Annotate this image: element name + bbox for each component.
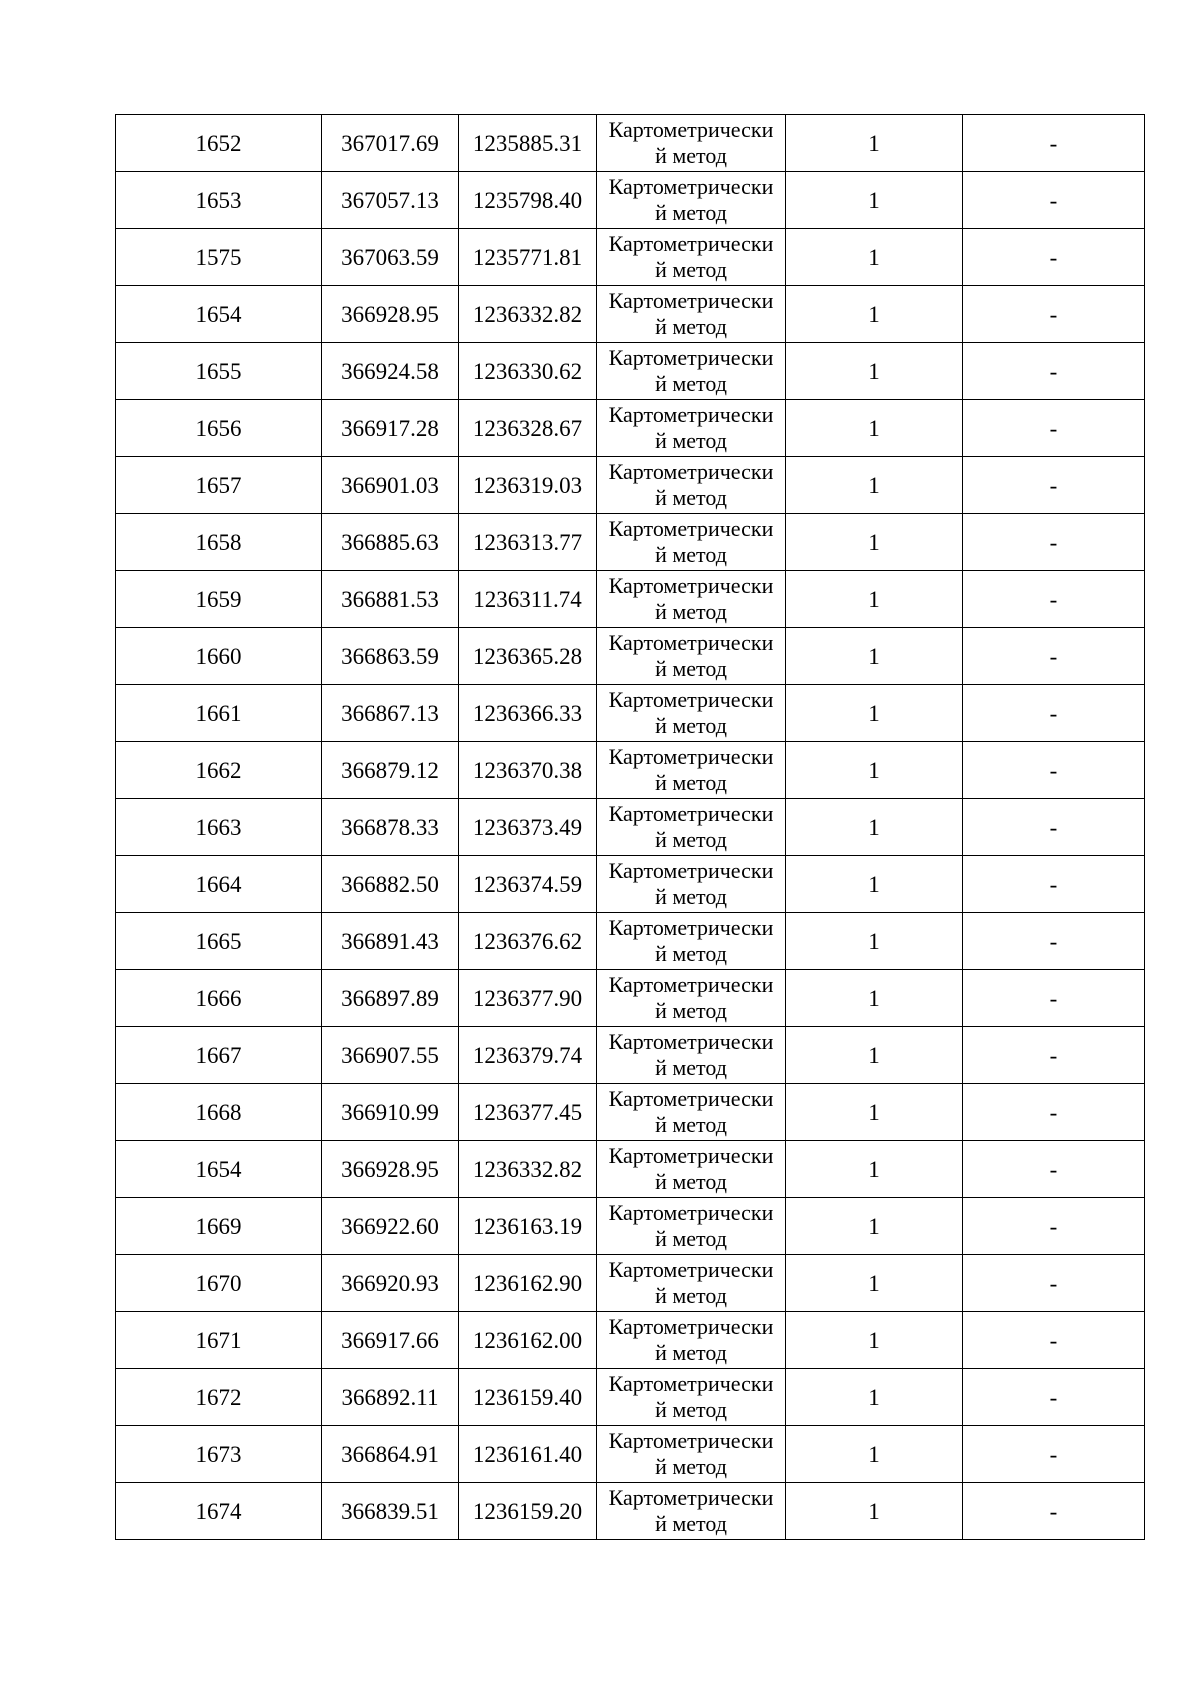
point-number-cell: 1657 bbox=[116, 457, 322, 514]
method-cell: Картометрически й метод bbox=[597, 742, 786, 799]
point-number-cell: 1652 bbox=[116, 115, 322, 172]
table-row bbox=[116, 571, 1145, 628]
accuracy-cell: 1 bbox=[786, 400, 963, 457]
point-number-cell: 1656 bbox=[116, 400, 322, 457]
accuracy-cell: 1 bbox=[786, 1255, 963, 1312]
y-coordinate-cell: 1235885.31 bbox=[459, 115, 597, 172]
note-cell: - bbox=[963, 1141, 1145, 1198]
point-number-cell: 1661 bbox=[116, 685, 322, 742]
table-row bbox=[116, 913, 1145, 970]
method-cell: Картометрически й метод bbox=[597, 1483, 786, 1540]
table-row bbox=[116, 172, 1145, 229]
y-coordinate-cell: 1236373.49 bbox=[459, 799, 597, 856]
table-row bbox=[116, 343, 1145, 400]
point-number-cell: 1666 bbox=[116, 970, 322, 1027]
table-row bbox=[116, 1198, 1145, 1255]
x-coordinate-cell: 366885.63 bbox=[322, 514, 459, 571]
point-number-cell: 1665 bbox=[116, 913, 322, 970]
accuracy-cell: 1 bbox=[786, 1084, 963, 1141]
method-cell: Картометрически й метод bbox=[597, 1141, 786, 1198]
x-coordinate-cell: 366928.95 bbox=[322, 1141, 459, 1198]
accuracy-cell: 1 bbox=[786, 1312, 963, 1369]
y-coordinate-cell: 1236379.74 bbox=[459, 1027, 597, 1084]
note-cell: - bbox=[963, 970, 1145, 1027]
table-row bbox=[116, 628, 1145, 685]
accuracy-cell: 1 bbox=[786, 115, 963, 172]
x-coordinate-cell: 366924.58 bbox=[322, 343, 459, 400]
y-coordinate-cell: 1236162.90 bbox=[459, 1255, 597, 1312]
note-cell: - bbox=[963, 1198, 1145, 1255]
y-coordinate-cell: 1236311.74 bbox=[459, 571, 597, 628]
accuracy-cell: 1 bbox=[786, 1198, 963, 1255]
note-cell: - bbox=[963, 286, 1145, 343]
x-coordinate-cell: 366867.13 bbox=[322, 685, 459, 742]
accuracy-cell: 1 bbox=[786, 229, 963, 286]
accuracy-cell: 1 bbox=[786, 172, 963, 229]
accuracy-cell: 1 bbox=[786, 1426, 963, 1483]
point-number-cell: 1662 bbox=[116, 742, 322, 799]
table-row bbox=[116, 115, 1145, 172]
y-coordinate-cell: 1236370.38 bbox=[459, 742, 597, 799]
x-coordinate-cell: 366881.53 bbox=[322, 571, 459, 628]
method-cell: Картометрически й метод bbox=[597, 970, 786, 1027]
point-number-cell: 1672 bbox=[116, 1369, 322, 1426]
accuracy-cell: 1 bbox=[786, 856, 963, 913]
y-coordinate-cell: 1236377.90 bbox=[459, 970, 597, 1027]
table-row bbox=[116, 742, 1145, 799]
point-number-cell: 1658 bbox=[116, 514, 322, 571]
x-coordinate-cell: 366917.28 bbox=[322, 400, 459, 457]
accuracy-cell: 1 bbox=[786, 571, 963, 628]
method-cell: Картометрически й метод bbox=[597, 514, 786, 571]
x-coordinate-cell: 366864.91 bbox=[322, 1426, 459, 1483]
note-cell: - bbox=[963, 229, 1145, 286]
note-cell: - bbox=[963, 856, 1145, 913]
y-coordinate-cell: 1236319.03 bbox=[459, 457, 597, 514]
note-cell: - bbox=[963, 1483, 1145, 1540]
table-row bbox=[116, 1141, 1145, 1198]
x-coordinate-cell: 366891.43 bbox=[322, 913, 459, 970]
note-cell: - bbox=[963, 1255, 1145, 1312]
method-cell: Картометрически й метод bbox=[597, 571, 786, 628]
x-coordinate-cell: 366917.66 bbox=[322, 1312, 459, 1369]
point-number-cell: 1669 bbox=[116, 1198, 322, 1255]
x-coordinate-cell: 366897.89 bbox=[322, 970, 459, 1027]
y-coordinate-cell: 1236377.45 bbox=[459, 1084, 597, 1141]
note-cell: - bbox=[963, 571, 1145, 628]
method-cell: Картометрически й метод bbox=[597, 172, 786, 229]
x-coordinate-cell: 366892.11 bbox=[322, 1369, 459, 1426]
method-cell: Картометрически й метод bbox=[597, 457, 786, 514]
note-cell: - bbox=[963, 115, 1145, 172]
y-coordinate-cell: 1236159.40 bbox=[459, 1369, 597, 1426]
note-cell: - bbox=[963, 457, 1145, 514]
point-number-cell: 1653 bbox=[116, 172, 322, 229]
x-coordinate-cell: 366922.60 bbox=[322, 1198, 459, 1255]
note-cell: - bbox=[963, 514, 1145, 571]
method-cell: Картометрически й метод bbox=[597, 1255, 786, 1312]
method-cell: Картометрически й метод bbox=[597, 343, 786, 400]
coordinates-table-body bbox=[116, 115, 1145, 1540]
point-number-cell: 1654 bbox=[116, 286, 322, 343]
method-cell: Картометрически й метод bbox=[597, 856, 786, 913]
point-number-cell: 1667 bbox=[116, 1027, 322, 1084]
accuracy-cell: 1 bbox=[786, 742, 963, 799]
table-row bbox=[116, 1084, 1145, 1141]
accuracy-cell: 1 bbox=[786, 1141, 963, 1198]
method-cell: Картометрически й метод bbox=[597, 229, 786, 286]
accuracy-cell: 1 bbox=[786, 970, 963, 1027]
y-coordinate-cell: 1235771.81 bbox=[459, 229, 597, 286]
x-coordinate-cell: 366882.50 bbox=[322, 856, 459, 913]
accuracy-cell: 1 bbox=[786, 628, 963, 685]
method-cell: Картометрически й метод bbox=[597, 115, 786, 172]
table-row bbox=[116, 1027, 1145, 1084]
accuracy-cell: 1 bbox=[786, 457, 963, 514]
x-coordinate-cell: 367017.69 bbox=[322, 115, 459, 172]
table-row bbox=[116, 970, 1145, 1027]
point-number-cell: 1671 bbox=[116, 1312, 322, 1369]
y-coordinate-cell: 1236313.77 bbox=[459, 514, 597, 571]
x-coordinate-cell: 366878.33 bbox=[322, 799, 459, 856]
point-number-cell: 1660 bbox=[116, 628, 322, 685]
table-row bbox=[116, 1426, 1145, 1483]
y-coordinate-cell: 1236162.00 bbox=[459, 1312, 597, 1369]
y-coordinate-cell: 1235798.40 bbox=[459, 172, 597, 229]
note-cell: - bbox=[963, 343, 1145, 400]
y-coordinate-cell: 1236374.59 bbox=[459, 856, 597, 913]
accuracy-cell: 1 bbox=[786, 685, 963, 742]
y-coordinate-cell: 1236366.33 bbox=[459, 685, 597, 742]
method-cell: Картометрически й метод bbox=[597, 286, 786, 343]
accuracy-cell: 1 bbox=[786, 1483, 963, 1540]
y-coordinate-cell: 1236161.40 bbox=[459, 1426, 597, 1483]
point-number-cell: 1673 bbox=[116, 1426, 322, 1483]
point-number-cell: 1664 bbox=[116, 856, 322, 913]
accuracy-cell: 1 bbox=[786, 1369, 963, 1426]
table-row bbox=[116, 1369, 1145, 1426]
accuracy-cell: 1 bbox=[786, 514, 963, 571]
point-number-cell: 1668 bbox=[116, 1084, 322, 1141]
note-cell: - bbox=[963, 1084, 1145, 1141]
note-cell: - bbox=[963, 742, 1145, 799]
x-coordinate-cell: 366920.93 bbox=[322, 1255, 459, 1312]
table-row bbox=[116, 1312, 1145, 1369]
x-coordinate-cell: 366839.51 bbox=[322, 1483, 459, 1540]
y-coordinate-cell: 1236159.20 bbox=[459, 1483, 597, 1540]
note-cell: - bbox=[963, 1369, 1145, 1426]
method-cell: Картометрически й метод bbox=[597, 400, 786, 457]
point-number-cell: 1663 bbox=[116, 799, 322, 856]
note-cell: - bbox=[963, 400, 1145, 457]
note-cell: - bbox=[963, 1426, 1145, 1483]
accuracy-cell: 1 bbox=[786, 799, 963, 856]
y-coordinate-cell: 1236332.82 bbox=[459, 1141, 597, 1198]
method-cell: Картометрически й метод bbox=[597, 913, 786, 970]
x-coordinate-cell: 366910.99 bbox=[322, 1084, 459, 1141]
point-number-cell: 1654 bbox=[116, 1141, 322, 1198]
method-cell: Картометрически й метод bbox=[597, 1084, 786, 1141]
table-row bbox=[116, 400, 1145, 457]
x-coordinate-cell: 367063.59 bbox=[322, 229, 459, 286]
point-number-cell: 1674 bbox=[116, 1483, 322, 1540]
table-row bbox=[116, 514, 1145, 571]
point-number-cell: 1670 bbox=[116, 1255, 322, 1312]
table-row bbox=[116, 856, 1145, 913]
note-cell: - bbox=[963, 628, 1145, 685]
point-number-cell: 1655 bbox=[116, 343, 322, 400]
table-row bbox=[116, 799, 1145, 856]
note-cell: - bbox=[963, 685, 1145, 742]
method-cell: Картометрически й метод bbox=[597, 799, 786, 856]
note-cell: - bbox=[963, 799, 1145, 856]
method-cell: Картометрически й метод bbox=[597, 628, 786, 685]
note-cell: - bbox=[963, 1312, 1145, 1369]
table-row bbox=[116, 286, 1145, 343]
method-cell: Картометрически й метод bbox=[597, 685, 786, 742]
table-row bbox=[116, 457, 1145, 514]
method-cell: Картометрически й метод bbox=[597, 1369, 786, 1426]
method-cell: Картометрически й метод bbox=[597, 1198, 786, 1255]
note-cell: - bbox=[963, 1027, 1145, 1084]
x-coordinate-cell: 366928.95 bbox=[322, 286, 459, 343]
y-coordinate-cell: 1236330.62 bbox=[459, 343, 597, 400]
y-coordinate-cell: 1236332.82 bbox=[459, 286, 597, 343]
y-coordinate-cell: 1236163.19 bbox=[459, 1198, 597, 1255]
y-coordinate-cell: 1236376.62 bbox=[459, 913, 597, 970]
point-number-cell: 1659 bbox=[116, 571, 322, 628]
method-cell: Картометрически й метод bbox=[597, 1027, 786, 1084]
x-coordinate-cell: 366907.55 bbox=[322, 1027, 459, 1084]
y-coordinate-cell: 1236365.28 bbox=[459, 628, 597, 685]
table-row bbox=[116, 685, 1145, 742]
x-coordinate-cell: 366863.59 bbox=[322, 628, 459, 685]
table-row bbox=[116, 229, 1145, 286]
method-cell: Картометрически й метод bbox=[597, 1312, 786, 1369]
x-coordinate-cell: 366901.03 bbox=[322, 457, 459, 514]
table-row bbox=[116, 1255, 1145, 1312]
note-cell: - bbox=[963, 172, 1145, 229]
accuracy-cell: 1 bbox=[786, 286, 963, 343]
note-cell: - bbox=[963, 913, 1145, 970]
accuracy-cell: 1 bbox=[786, 1027, 963, 1084]
coordinates-table bbox=[115, 114, 1145, 1540]
x-coordinate-cell: 367057.13 bbox=[322, 172, 459, 229]
x-coordinate-cell: 366879.12 bbox=[322, 742, 459, 799]
accuracy-cell: 1 bbox=[786, 343, 963, 400]
point-number-cell: 1575 bbox=[116, 229, 322, 286]
method-cell: Картометрически й метод bbox=[597, 1426, 786, 1483]
y-coordinate-cell: 1236328.67 bbox=[459, 400, 597, 457]
accuracy-cell: 1 bbox=[786, 913, 963, 970]
table-row bbox=[116, 1483, 1145, 1540]
